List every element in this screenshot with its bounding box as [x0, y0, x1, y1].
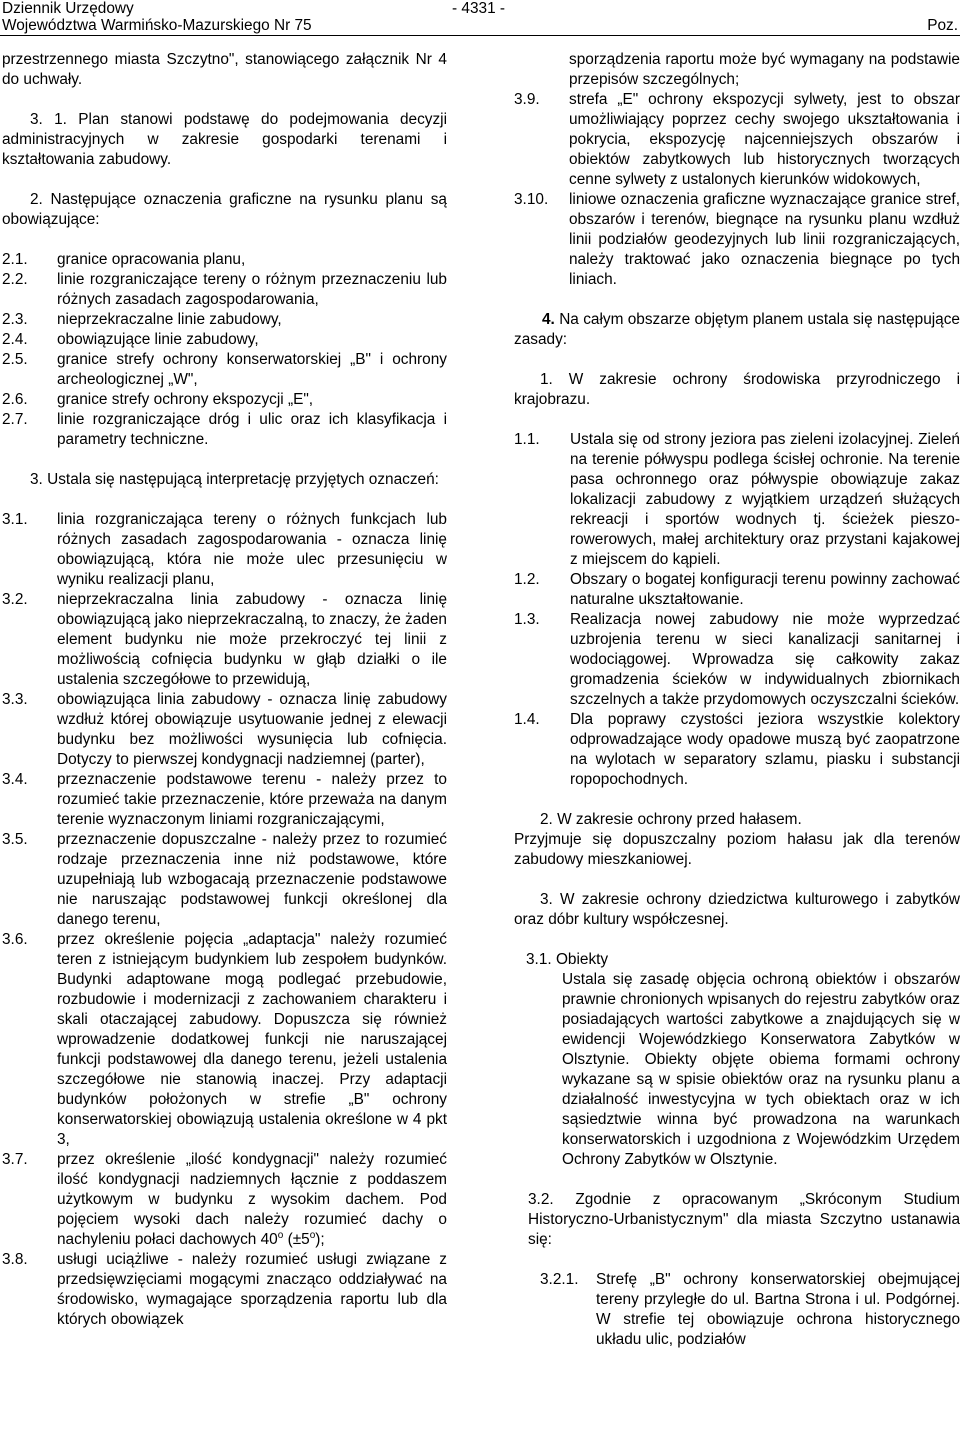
section-number: 2.	[30, 191, 43, 208]
section-number: 3. 1.	[30, 111, 67, 128]
list-item	[2, 310, 447, 330]
item-text: obowiązujące linie zabudowy,	[57, 331, 259, 348]
item-text: nieprzekraczalne linie zabudowy,	[57, 311, 282, 328]
item-text: granice strefy ochrony ekspozycji „E",	[57, 391, 314, 408]
item-number: 3.1.	[2, 511, 28, 528]
item-number: 3.8.	[2, 1251, 28, 1268]
list-item	[514, 710, 960, 790]
item-text: usługi uciążliwe - należy rozumieć usługi związane z przedsięwzięciami mogącymi znacząco oddziaływać na środowisko, wymagające sporządzenia raportu lub dla których obowiązek	[57, 1251, 447, 1328]
list-item	[2, 830, 447, 930]
list-item	[2, 930, 447, 1150]
list-item	[2, 510, 447, 590]
item-text: Realizacja nowej zabudowy nie może wyprzedzać uzbrojenia terenu w sieci kanalizacji sanitarnej i wodociągowej. Wprowadza się całkowity zakaz gromadzenia ścieków w indywidualnych zbiornikach szczelnych a także przydomowych oczyszczalni ścieków.	[570, 611, 960, 708]
list-item	[514, 190, 960, 290]
item-text: strefa „E" ochrony ekspozycji sylwety, jest to obszar umożliwiający poprzez cechy swojego ukształtowania i pokrycia, ekspozycję najcenniejszych obszarów i obiektów zabytkowych lub historycznych tworzących cenne sylwety z ustalonych kierunków widokowych,	[569, 91, 960, 188]
item-text: granice strefy ochrony konserwatorskiej „B" i ochrony archeologicznej „W",	[57, 351, 447, 388]
section-text: Ustala się następującą interpretację przyjętych oznaczeń:	[47, 471, 439, 488]
heading-text: 2. W zakresie ochrony przed hałasem.	[540, 811, 802, 828]
section-number: 4.	[542, 311, 555, 328]
item-number: 3.2.1.	[540, 1271, 579, 1288]
item-text: Dla poprawy czystości jeziora wszystkie kolektory odprowadzające wody opadowe muszą być zaopatrzone na wylotach w separatory szlamu, piasku i substancji ropopochodnych.	[570, 711, 960, 788]
item-number: 3.7.	[2, 1151, 28, 1168]
environment-list	[514, 430, 960, 790]
list-item	[2, 390, 447, 410]
item-text	[57, 1150, 447, 1250]
continuation-text	[514, 50, 960, 90]
item-number: 3.9.	[514, 91, 540, 108]
heading-text: 3. W zakresie ochrony dziedzictwa kulturowego i zabytków oraz dóbr kultury współczesnej.	[514, 891, 960, 928]
item-number: 2.3.	[2, 311, 28, 328]
item-number: 3.3.	[2, 691, 28, 708]
graphic-markings-list	[2, 250, 447, 450]
intro-paragraph: przestrzennego miasta Szczytno", stanowiącego załącznik Nr 4 do uchwały.	[2, 51, 447, 88]
heading-text: 3.1. Obiekty	[526, 951, 609, 968]
list-item	[2, 350, 447, 390]
section-text: Następujące oznaczenia graficzne na rysunku planu są obowiązujące:	[2, 191, 447, 228]
list-item	[2, 1150, 447, 1250]
heritage-heading	[514, 890, 960, 930]
header-rule	[0, 35, 960, 36]
heading-text: 1. W zakresie ochrony środowiska przyrodniczego i krajobrazu.	[514, 371, 960, 408]
noise-heading	[514, 810, 960, 830]
list-item	[2, 690, 447, 770]
item-text: przeznaczenie podstawowe terenu - należy przez to rozumieć takie przeznaczenie, które przeważa na danym terenie wyznaczonym liniami rozgraniczającymi,	[57, 771, 447, 828]
list-item	[2, 250, 447, 270]
item-number: 2.2.	[2, 271, 28, 288]
item-number: 3.2.	[2, 591, 28, 608]
item-number: 2.4.	[2, 331, 28, 348]
item-number: 3.4.	[2, 771, 28, 788]
item-number: 1.3.	[514, 611, 540, 628]
section-number: 3.	[30, 471, 43, 488]
section-3-paragraph	[2, 470, 447, 490]
list-item	[514, 1270, 960, 1350]
item-text: obowiązująca linia zabudowy - oznacza linię zabudowy wzdłuż której obowiązuje usytuowanie jednej z elewacji budynku bez możliwości wysunięcia lub cofnięcia. Dotyczy to pierwszej kondygnacji nadziemnej (parter),	[57, 691, 447, 768]
page-number: - 4331 -	[452, 0, 506, 17]
objects-heading	[514, 950, 960, 970]
item-number: 2.7.	[2, 411, 28, 428]
item-text-part: (±5	[283, 1231, 310, 1248]
list-item	[2, 770, 447, 830]
section-2-paragraph	[2, 190, 447, 230]
voivodeship-issue: Województwa Warmińsko-Mazurskiego Nr 75	[2, 17, 312, 34]
position-label: Poz.	[927, 17, 958, 34]
item-text: przez określenie pojęcia „adaptacja" należy rozumieć teren z istniejącym budynkiem lub zespołem budynków. Budynki adaptowane mogą podlegać przebudowie, rozbudowie i modernizacji z zachowaniem charakteru i skali otaczającej zabudowy. Dopuszcza się również wprowadzenie dodatkowej funkcji nie naruszającej funkcji podstawowej dla danego terenu, jeżeli ustalenia szczegółowe nie stanowią inaczej. Przy adaptacji budynków położonych w strefie „B" ochrony konserwatorskiej obowiązują ustalenia określone w 4 pkt 3,	[57, 931, 447, 1148]
left-column	[2, 50, 447, 1330]
item-number: 1.1.	[514, 431, 540, 448]
section-text: Na całym obszarze objętym planem ustala się następujące zasady:	[514, 311, 960, 348]
item-text: Ustala się od strony jeziora pas zieleni izolacyjnej. Zieleń na terenie półwyspu podlega ścisłej ochronie. Na terenie pasa ochronnego oraz półwyspie obowiązuje zakaz lokalizacji zabudowy z wyjątkiem urządzeń służących rekreacji i sportów wodnych tj. ścieżek pieszo-rowerowych, małej architektury oraz przystani kajakowej z miejscem do kąpieli.	[570, 431, 960, 568]
degree-superscript: o	[309, 1229, 316, 1241]
list-item	[2, 590, 447, 690]
item-text: linie rozgraniczające dróg i ulic oraz ich klasyfikacja i parametry techniczne.	[57, 411, 447, 448]
list-item	[514, 90, 960, 190]
list-item	[514, 430, 960, 570]
noise-paragraph: Przyjmuje się dopuszczalny poziom hałasu jak dla terenów zabudowy mieszkaniowej.	[514, 831, 960, 868]
item-text: granice opracowania planu,	[57, 251, 246, 268]
item-number: 1.2.	[514, 571, 540, 588]
item-text: Obszary o bogatej konfiguracji terenu powinny zachować naturalne ukształtowanie.	[570, 571, 960, 608]
right-column	[514, 50, 960, 1350]
item-text: sporządzenia raportu może być wymagany na podstawie przepisów szczególnych;	[569, 51, 960, 88]
item-number: 2.1.	[2, 251, 28, 268]
item-number: 2.5.	[2, 351, 28, 368]
list-item	[514, 570, 960, 610]
list-item	[2, 330, 447, 350]
journal-title: Dziennik Urzędowy	[2, 0, 134, 17]
section-text: Plan stanowi podstawę do podejmowania decyzji administracyjnych w zakresie gospodarki terenami i kształtowania zabudowy.	[2, 111, 447, 168]
item-text-part: przez określenie „ilość kondygnacji" należy rozumieć ilość kondygnacji nadziemnych łącznie z poddaszem użytkowym w budynku z wysokim dachem. Pod pojęciem wysoki dach należy rozumieć dachy o nachyleniu połaci dachowych 40	[57, 1151, 447, 1248]
item-number: 3.5.	[2, 831, 28, 848]
item-number: 3.6.	[2, 931, 28, 948]
item-number: 1.4.	[514, 711, 540, 728]
item-number: 3.10.	[514, 191, 549, 208]
item-number: 2.6.	[2, 391, 28, 408]
list-item	[2, 1250, 447, 1330]
list-item	[514, 610, 960, 710]
page-header	[0, 0, 960, 36]
item-text: linia rozgraniczająca tereny o różnych funkcjach lub różnych zasadach zagospodarowania - oznacza linię obowiązującą, która nie może ulec przesunięciu w wyniku realizacji planu,	[57, 511, 447, 588]
item-text: linie rozgraniczające tereny o różnym przeznaczeniu lub różnych zasadach zagospodarowania,	[57, 271, 447, 308]
item-text-part: );	[315, 1231, 325, 1248]
item-text: Strefę „B" ochrony konserwatorskiej obejmującej tereny przyległe do ul. Bartna Strona i ul. Podgórnej. W strefie tej obowiązuje ochrona historycznego układu ulic, podziałów	[596, 1271, 960, 1348]
environment-heading	[514, 370, 960, 410]
degree-superscript: o	[277, 1229, 284, 1241]
interpretation-list	[2, 510, 447, 1330]
list-item	[2, 270, 447, 310]
objects-paragraph: Ustala się zasadę objęcia ochroną obiektów i obszarów prawnie chronionych wpisanych do rejestru zabytków oraz posiadających wartości zabytkowe a znajdujących się w ewidencji Wojewódzkiego Konserwatora Zabytków w Olsztynie. Obiekty objęte obiema formami ochrony wykazane są w spisie obiektów oraz na rysunku planu a działalność inwestycyjna w tych obiektach oraz w ich sąsiedztwie winna być prowadzona na warunkach konserwatorskich i uzgodniona z Wojewódzkim Urzędem Ochrony Zabytków w Olsztynie.	[562, 971, 960, 1168]
item-text: nieprzekraczalna linia zabudowy - oznacza linię obowiązującą jako nieprzekraczalną, to znaczy, że żaden element budynku nie może przekroczyć tej linii z możliwością cofnięcia budynku w głąb działki o ile ustalenia szczegółowe to przewidują,	[57, 591, 447, 688]
item-text: liniowe oznaczenia graficzne wyznaczające granice stref, obszarów i terenów, biegnące na rysunku planu wzdłuż linii podziałów geodezyjnych lub linii rozgraniczających, należy traktować jako oznaczenia biegnące po tych liniach.	[569, 191, 960, 288]
study-paragraph: 3.2. Zgodnie z opracowanym „Skróconym Studium Historyczno-Urbanistycznym" dla miasta Szczytno ustanawia się:	[528, 1191, 960, 1248]
item-text: przeznaczenie dopuszczalne - należy przez to rozumieć rodzaje przeznaczenia inne niż podstawowe, które uzupełniają lub wzbogacają przeznaczenie podstawowe nie naruszając podstawowej funkcji określonej dla danego terenu,	[57, 831, 447, 928]
list-item	[2, 410, 447, 450]
section-3-1-paragraph	[2, 110, 447, 170]
section-4-paragraph	[514, 310, 960, 350]
